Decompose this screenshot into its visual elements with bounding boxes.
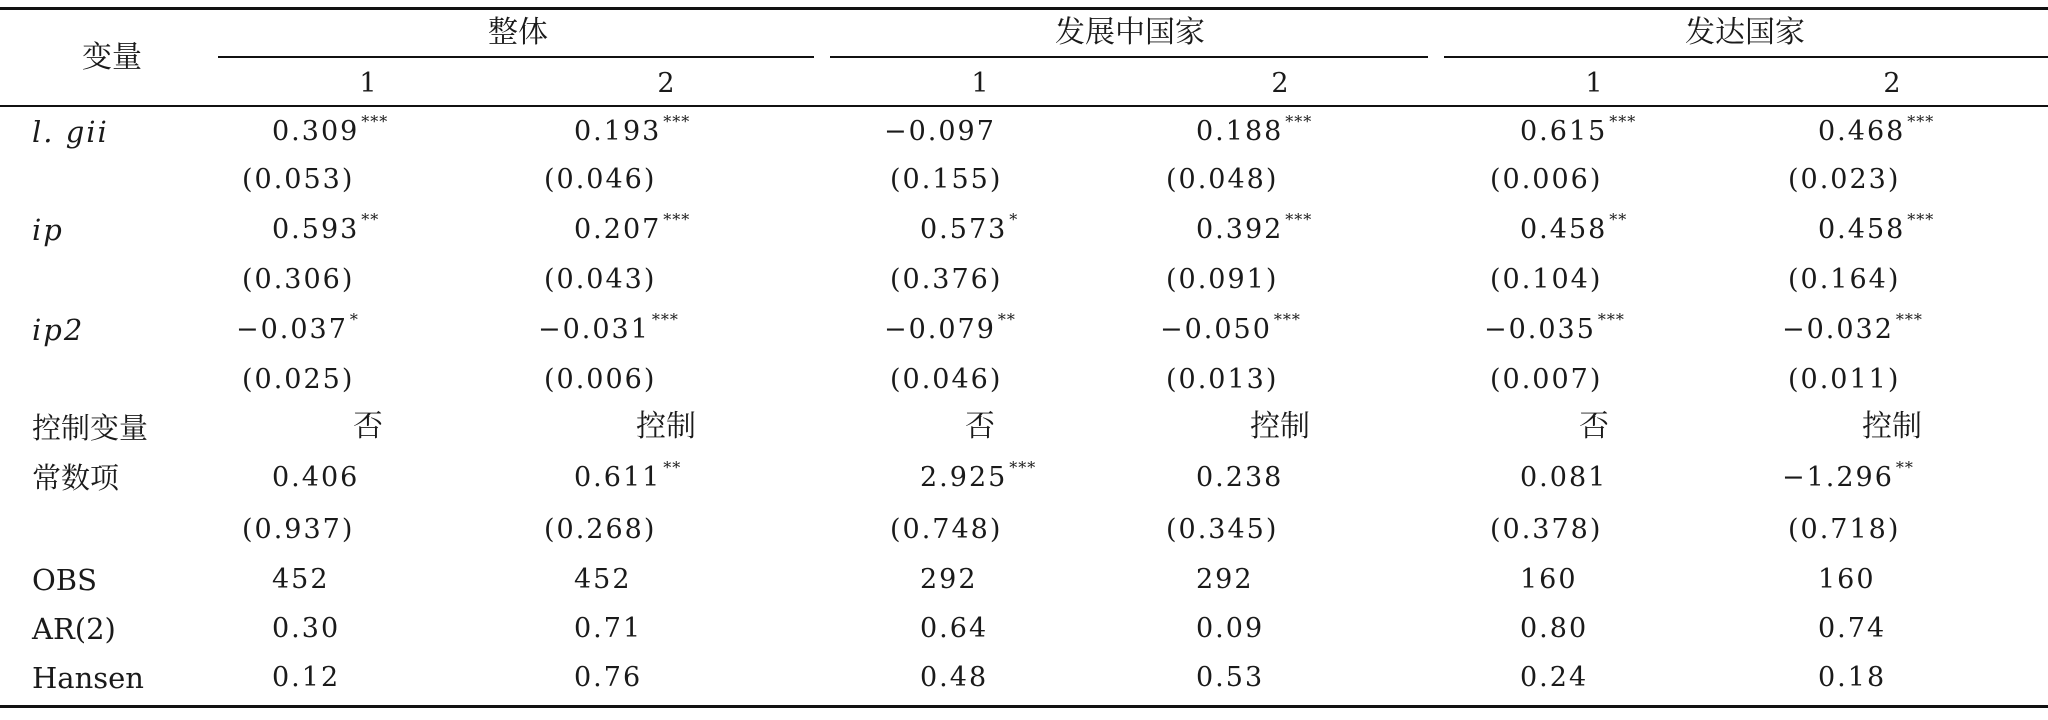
table-cell: [1196, 664, 1264, 691]
table-cell: [1484, 310, 1625, 345]
table-cell: [890, 366, 1002, 393]
significance-stars: ***: [1907, 210, 1935, 229]
cell-value: (0.104): [1490, 264, 1603, 295]
cell-value: 0.458: [1818, 214, 1906, 245]
cell-value: (0.011): [1788, 364, 1901, 395]
cell-value: (0.043): [544, 264, 657, 295]
row-label: 常数项: [32, 461, 120, 495]
table-cell: [236, 310, 359, 345]
cell-value: 292: [1196, 564, 1254, 595]
row-label: AR(2): [32, 612, 116, 646]
cell-value: 0.80: [1520, 613, 1589, 644]
table-cell: [574, 112, 691, 147]
cell-value: (0.013): [1166, 364, 1279, 395]
table-cell: [1196, 566, 1254, 593]
table-cell: [544, 166, 656, 193]
cell-value: 0.615: [1520, 116, 1608, 147]
table-cell: 否: [965, 409, 995, 444]
significance-stars: **: [663, 458, 682, 477]
table-cell: [1782, 458, 1914, 493]
cell-value: (0.023): [1788, 164, 1901, 195]
table-cell: [272, 210, 380, 245]
significance-stars: ***: [1907, 112, 1935, 131]
row-label: 控制变量: [32, 411, 149, 445]
cell-value: 0.24: [1520, 662, 1589, 693]
significance-stars: **: [1609, 210, 1628, 229]
table-cell: [574, 566, 632, 593]
table-cell: [1520, 112, 1637, 147]
table-cell: [920, 664, 988, 691]
cell-value: 0.392: [1196, 214, 1284, 245]
table-cell: [1520, 210, 1628, 245]
table-cell: [1818, 664, 1886, 691]
table-cell: [1818, 112, 1935, 147]
table-cell: [1520, 664, 1588, 691]
table-cell: [574, 615, 642, 642]
header-column-number: 1: [971, 68, 989, 99]
cell-value: 0.71: [574, 613, 643, 644]
header-variable: 变量: [82, 40, 142, 75]
row-label: ip: [32, 213, 64, 247]
cell-value: (0.046): [890, 364, 1003, 395]
table-cell: 控制: [1862, 409, 1922, 444]
table-cell: [1788, 366, 1900, 393]
cell-value: 0.573: [920, 214, 1008, 245]
group-underline-developed: [1444, 56, 2048, 58]
table-cell: [272, 615, 340, 642]
significance-stars: ***: [361, 112, 389, 131]
cell-value: 0.48: [920, 662, 989, 693]
table-cell: [544, 366, 656, 393]
table-cell: [920, 458, 1037, 493]
table-cell: [890, 266, 1002, 293]
table-cell: 控制: [1250, 409, 1310, 444]
significance-stars: ***: [663, 112, 691, 131]
significance-stars: ***: [1285, 210, 1313, 229]
table-cell: 否: [1579, 409, 1609, 444]
cell-value: (0.048): [1166, 164, 1279, 195]
cell-value: (0.007): [1490, 364, 1603, 395]
cell-value: 0.188: [1196, 116, 1284, 147]
table-cell: [1160, 310, 1301, 345]
significance-stars: ***: [1895, 310, 1923, 329]
table-cell: [272, 664, 340, 691]
cell-value: (0.718): [1788, 514, 1901, 545]
table-cell: [544, 516, 656, 543]
cell-value: 0.64: [920, 613, 989, 644]
header-column-number: 2: [657, 68, 675, 99]
table-cell: [1490, 516, 1602, 543]
cell-value: 0.406: [272, 462, 360, 493]
table-cell: [272, 566, 330, 593]
cell-value: (0.268): [544, 514, 657, 545]
cell-value: 0.611: [574, 462, 662, 493]
cell-value: 452: [272, 564, 330, 595]
table-cell: [242, 266, 354, 293]
cell-value: 0.12: [272, 662, 341, 693]
significance-stars: ***: [1597, 310, 1625, 329]
table-cell: [920, 615, 988, 642]
significance-stars: **: [1895, 458, 1914, 477]
cell-value: −0.032: [1782, 314, 1894, 345]
cell-value: (0.155): [890, 164, 1003, 195]
table-cell: [920, 210, 1019, 245]
significance-stars: *: [349, 310, 359, 329]
cell-value: 0.53: [1196, 662, 1265, 693]
header-column-number: 2: [1883, 68, 1901, 99]
table-cell: [890, 516, 1002, 543]
cell-value: −0.079: [884, 314, 996, 345]
cell-value: 0.458: [1520, 214, 1608, 245]
cell-value: (0.025): [242, 364, 355, 395]
cell-value: 0.193: [574, 116, 662, 147]
table-cell: [1520, 566, 1578, 593]
cell-value: 160: [1818, 564, 1876, 595]
table-cell: [242, 166, 354, 193]
header-rule: [0, 105, 2048, 107]
table-cell: [538, 310, 679, 345]
cell-value: 0.593: [272, 214, 360, 245]
cell-value: 0.238: [1196, 462, 1284, 493]
table-cell: [574, 210, 691, 245]
cell-value: 0.468: [1818, 116, 1906, 147]
table-cell: [242, 516, 354, 543]
cell-value: (0.164): [1788, 264, 1901, 295]
table-cell: [1788, 266, 1900, 293]
cell-value: (0.937): [242, 514, 355, 545]
header-group-overall: 整体: [488, 15, 548, 50]
table-cell: [1196, 112, 1313, 147]
table-cell: [1490, 366, 1602, 393]
table-cell: [1782, 310, 1923, 345]
cell-value: 0.207: [574, 214, 662, 245]
table-cell: [1490, 266, 1602, 293]
table-cell: [574, 458, 682, 493]
header-column-number: 1: [1585, 68, 1603, 99]
row-label: l. gii: [32, 115, 109, 149]
table-cell: [1196, 210, 1313, 245]
significance-stars: ***: [1273, 310, 1301, 329]
table-cell: [242, 366, 354, 393]
table-cell: [1166, 366, 1278, 393]
table-cell: [272, 464, 359, 491]
table-cell: [1196, 464, 1283, 491]
cell-value: 0.74: [1818, 613, 1887, 644]
table-cell: [1818, 210, 1935, 245]
cell-value: 0.30: [272, 613, 341, 644]
cell-value: 2.925: [920, 462, 1008, 493]
cell-value: (0.378): [1490, 514, 1603, 545]
cell-value: 0.18: [1818, 662, 1887, 693]
cell-value: −0.097: [884, 116, 996, 147]
significance-stars: ***: [1609, 112, 1637, 131]
significance-stars: ***: [1009, 458, 1037, 477]
cell-value: (0.376): [890, 264, 1003, 295]
table-cell: [884, 310, 1016, 345]
header-group-developing: 发展中国家: [1055, 15, 1205, 50]
significance-stars: **: [361, 210, 380, 229]
significance-stars: ***: [651, 310, 679, 329]
row-label: OBS: [32, 563, 97, 597]
cell-value: −0.031: [538, 314, 650, 345]
significance-stars: ***: [1285, 112, 1313, 131]
table-cell: [1520, 464, 1607, 491]
cell-value: −0.037: [236, 314, 348, 345]
table-cell: [1490, 166, 1602, 193]
table-cell: 控制: [636, 409, 696, 444]
significance-stars: **: [997, 310, 1016, 329]
group-underline-overall: [218, 56, 814, 58]
table-cell: 否: [353, 409, 383, 444]
header-group-developed: 发达国家: [1685, 15, 1805, 50]
cell-value: 160: [1520, 564, 1578, 595]
table-cell: [1196, 615, 1264, 642]
cell-value: (0.748): [890, 514, 1003, 545]
row-label: ip2: [32, 313, 85, 347]
top-rule: [0, 7, 2048, 10]
cell-value: (0.306): [242, 264, 355, 295]
cell-value: (0.006): [1490, 164, 1603, 195]
cell-value: −0.035: [1484, 314, 1596, 345]
cell-value: 452: [574, 564, 632, 595]
cell-value: (0.091): [1166, 264, 1279, 295]
table-cell: [574, 664, 642, 691]
cell-value: (0.053): [242, 164, 355, 195]
group-underline-developing: [830, 56, 1428, 58]
significance-stars: ***: [663, 210, 691, 229]
cell-value: (0.345): [1166, 514, 1279, 545]
table-cell: [1818, 615, 1886, 642]
table-cell: [1788, 516, 1900, 543]
header-column-number: 2: [1271, 68, 1289, 99]
cell-value: 0.081: [1520, 462, 1608, 493]
significance-stars: *: [1009, 210, 1019, 229]
cell-value: (0.046): [544, 164, 657, 195]
table-cell: [272, 112, 389, 147]
cell-value: 292: [920, 564, 978, 595]
table-cell: [884, 118, 996, 145]
cell-value: 0.76: [574, 662, 643, 693]
table-cell: [920, 566, 978, 593]
row-label: Hansen: [32, 661, 144, 695]
table-cell: [890, 166, 1002, 193]
bottom-rule: [0, 705, 2048, 708]
header-column-number: 1: [359, 68, 377, 99]
table-cell: [544, 266, 656, 293]
table-cell: [1166, 266, 1278, 293]
cell-value: 0.09: [1196, 613, 1265, 644]
table-cell: [1818, 566, 1876, 593]
cell-value: (0.006): [544, 364, 657, 395]
cell-value: −1.296: [1782, 462, 1894, 493]
table-cell: [1166, 166, 1278, 193]
cell-value: 0.309: [272, 116, 360, 147]
table-cell: [1520, 615, 1588, 642]
table-cell: [1788, 166, 1900, 193]
table-cell: [1166, 516, 1278, 543]
cell-value: −0.050: [1160, 314, 1272, 345]
